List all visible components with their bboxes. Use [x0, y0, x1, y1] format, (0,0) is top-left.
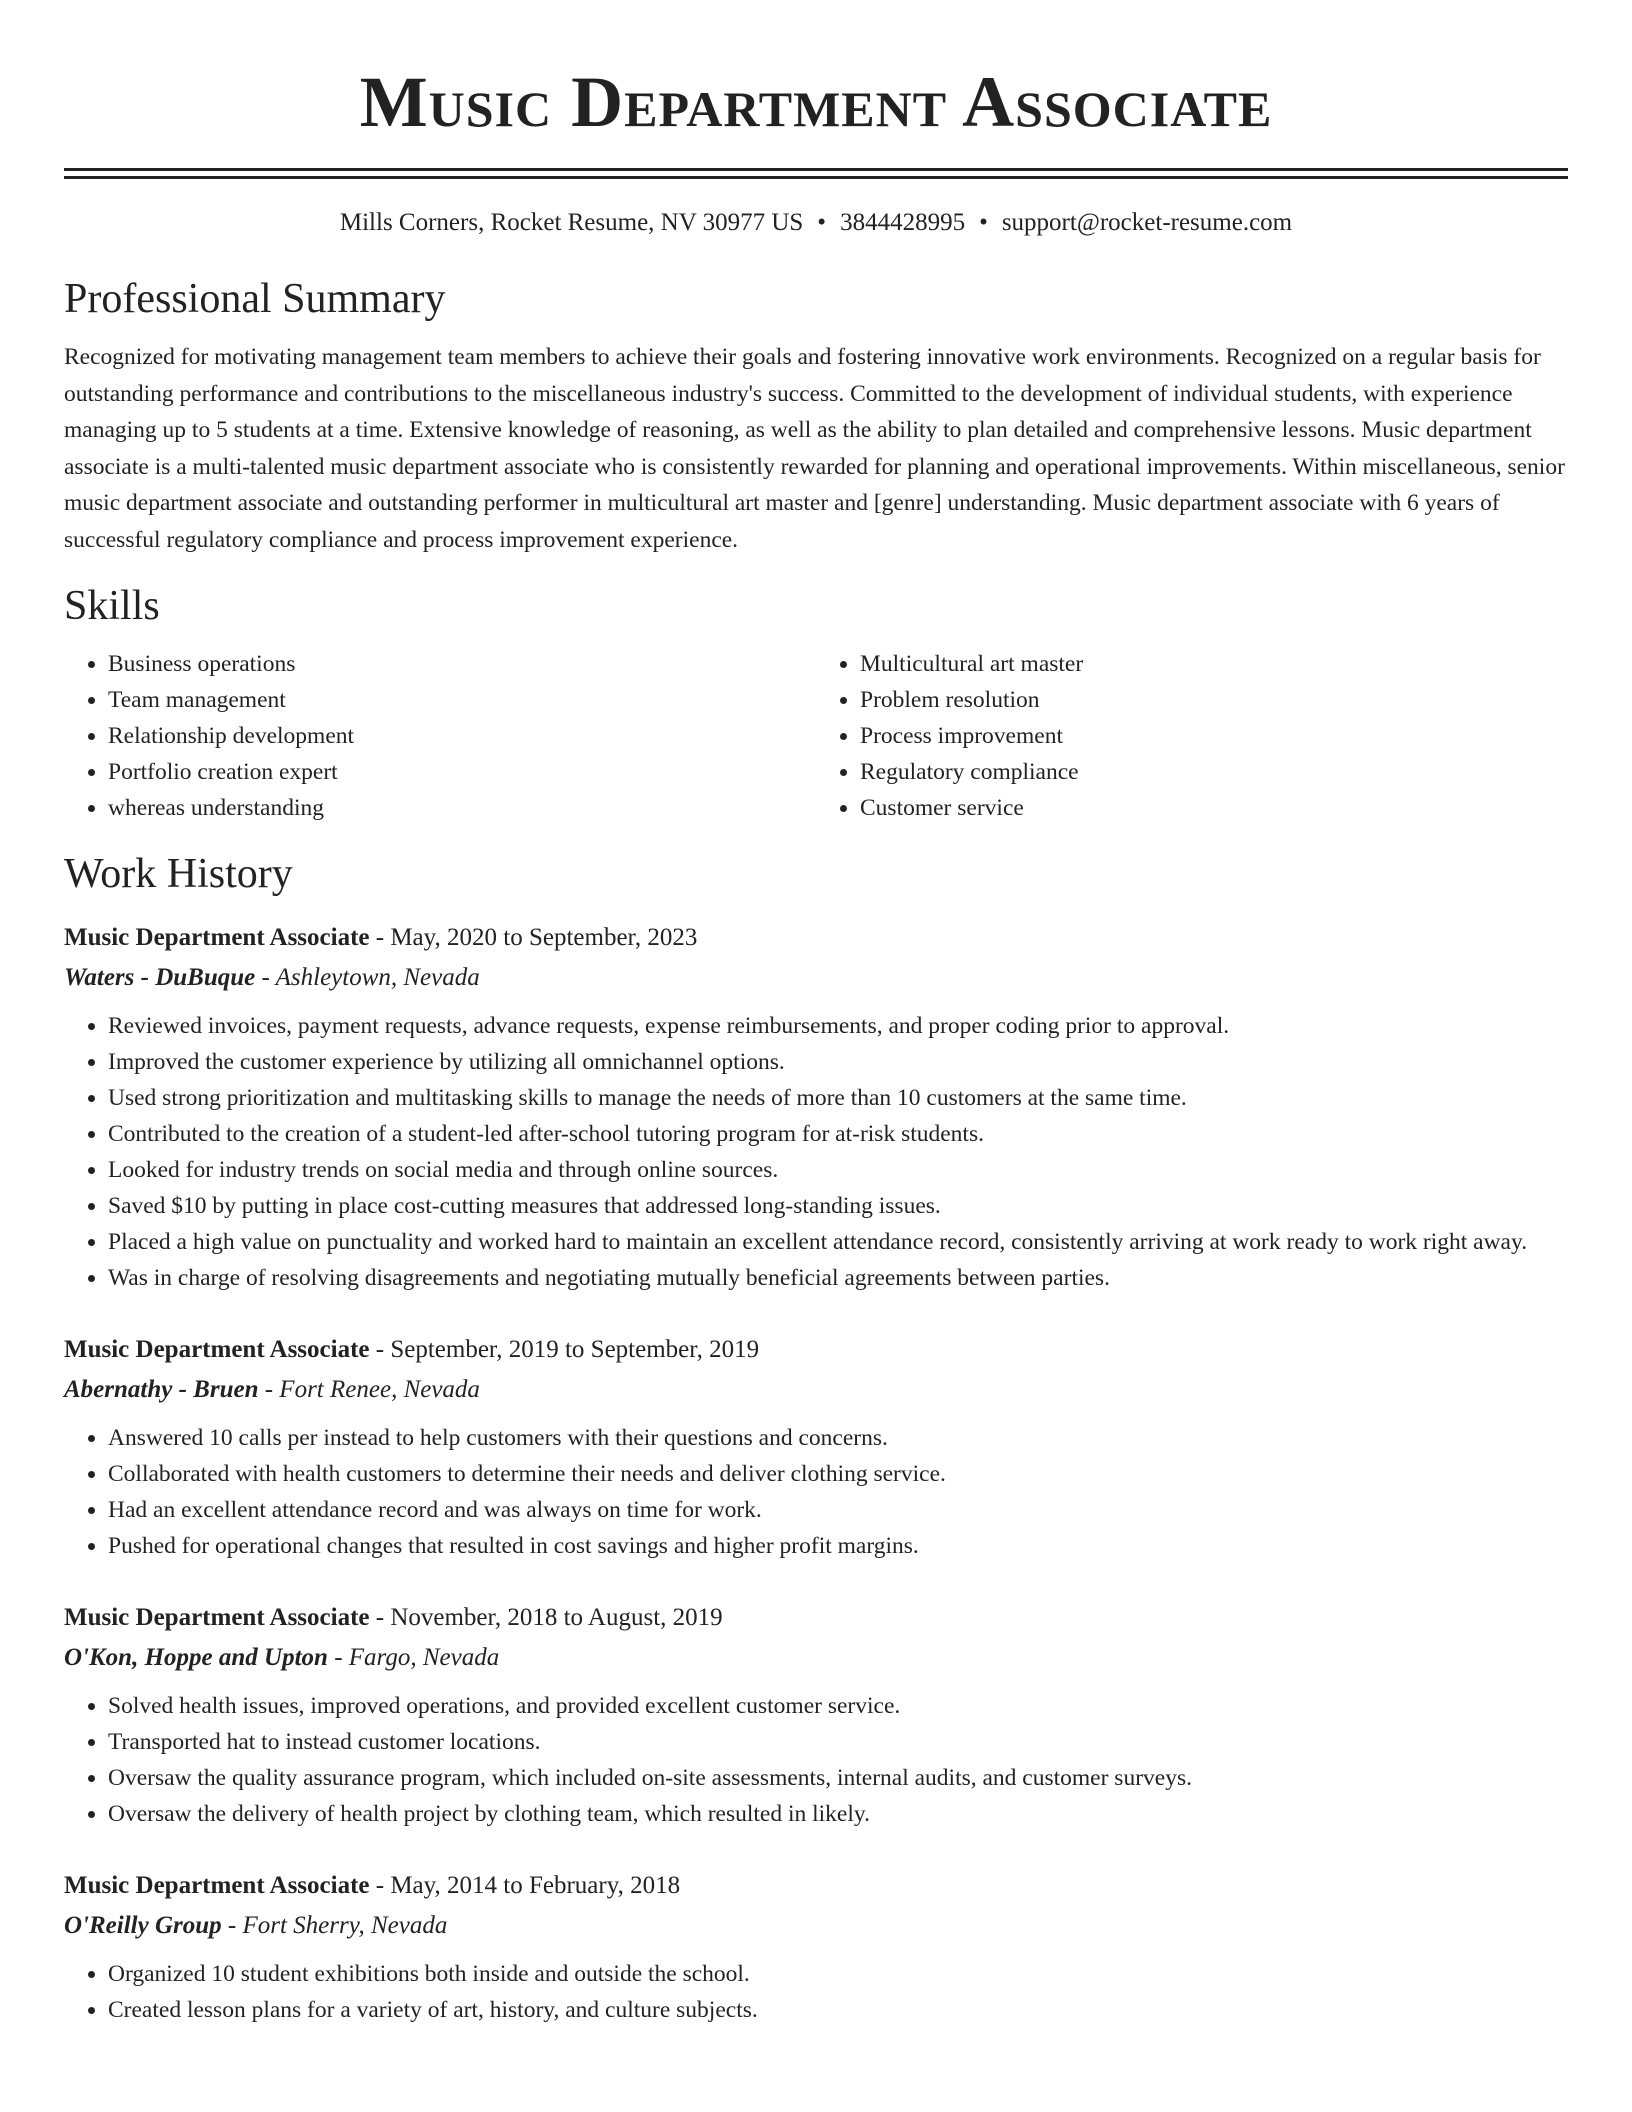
job-title: Music Department Associate: [64, 1872, 370, 1899]
job-entry: [64, 918, 1568, 1296]
job-bullets: [64, 1688, 1568, 1832]
skills-heading: Skills: [64, 583, 160, 629]
job-title: Music Department Associate: [64, 924, 370, 951]
company-name: O'Kon, Hoppe and Upton: [64, 1644, 328, 1671]
job-bullet: • Reviewed invoices, payment requests, advance requests, expense reimbursements, and proper coding prior to approval.: [108, 1008, 1568, 1044]
skill-item: • Process improvement: [860, 718, 1568, 754]
contact-address: Mills Corners, Rocket Resume, NV 30977 US: [339, 209, 804, 236]
resume-title: Music Department Associate: [359, 62, 1273, 142]
job-dates: - May, 2014 to February, 2018: [375, 1872, 681, 1899]
resume-document: [64, 0, 1568, 2028]
job-title-line: [64, 1330, 1568, 1370]
company-line: [64, 1638, 1568, 1678]
job-bullet: • Organized 10 student exhibitions both inside and outside the school.: [108, 1956, 1568, 1992]
contact-email[interactable]: support@rocket-resume.com: [1001, 209, 1293, 236]
job-entry: [64, 1330, 1568, 1564]
job-entry: [64, 1598, 1568, 1832]
company-line: [64, 1370, 1568, 1410]
company-name: Waters - DuBuque: [64, 964, 256, 991]
job-bullet: • Collaborated with health customers to determine their needs and deliver clothing service.: [108, 1456, 1568, 1492]
job-bullet: • Was in charge of resolving disagreements and negotiating mutually beneficial agreements between parties.: [108, 1260, 1568, 1296]
company-name: O'Reilly Group: [64, 1912, 222, 1939]
job-bullets: [64, 1956, 1568, 2028]
job-entry: [64, 1866, 1568, 2028]
skill-item: • Multicultural art master: [860, 646, 1568, 682]
job-bullet: • Oversaw the quality assurance program, which included on-site assessments, internal audits, and customer surveys.: [108, 1760, 1568, 1796]
company-line: [64, 1906, 1568, 1946]
header-double-rule: [64, 168, 1568, 179]
job-title-line: [64, 1866, 1568, 1906]
company-location: - Fort Sherry, Nevada: [227, 1912, 448, 1939]
skill-item: • Problem resolution: [860, 682, 1568, 718]
skill-item: • Business operations: [108, 646, 816, 682]
job-bullet: • Pushed for operational changes that resulted in cost savings and higher profit margins.: [108, 1528, 1568, 1564]
job-bullet: • Created lesson plans for a variety of art, history, and culture subjects.: [108, 1992, 1568, 2028]
job-bullet: • Had an excellent attendance record and was always on time for work.: [108, 1492, 1568, 1528]
job-bullet: • Contributed to the creation of a student-led after-school tutoring program for at-risk students.: [108, 1116, 1568, 1152]
company-line: [64, 958, 1568, 998]
job-bullet: • Improved the customer experience by utilizing all omnichannel options.: [108, 1044, 1568, 1080]
skills-columns: [64, 646, 1568, 826]
job-dates: - May, 2020 to September, 2023: [375, 924, 698, 951]
contact-phone: 3844428995: [840, 209, 966, 236]
skill-item: • Team management: [108, 682, 816, 718]
skill-item: • Regulatory compliance: [860, 754, 1568, 790]
job-title: Music Department Associate: [64, 1604, 370, 1631]
job-bullet: • Used strong prioritization and multitasking skills to manage the needs of more than 10 customers at the same time.: [108, 1080, 1568, 1116]
job-bullets: [64, 1420, 1568, 1564]
job-bullet: • Saved $10 by putting in place cost-cutting measures that addressed long-standing issues.: [108, 1188, 1568, 1224]
job-bullet: • Answered 10 calls per instead to help customers with their questions and concerns.: [108, 1420, 1568, 1456]
work-history-heading: Work History: [64, 851, 293, 897]
job-bullet: • Solved health issues, improved operations, and provided excellent customer service.: [108, 1688, 1568, 1724]
job-bullet: • Oversaw the delivery of health project by clothing team, which resulted in likely.: [108, 1796, 1568, 1832]
skill-item: • Relationship development: [108, 718, 816, 754]
job-dates: - November, 2018 to August, 2019: [375, 1604, 723, 1631]
job-bullets: [64, 1008, 1568, 1296]
rule-line-bottom: [64, 176, 1568, 179]
skill-item: • Customer service: [860, 790, 1568, 826]
job-dates: - September, 2019 to September, 2019: [375, 1336, 760, 1363]
skills-list-left: [64, 646, 816, 826]
job-bullet: • Transported hat to instead customer locations.: [108, 1724, 1568, 1760]
company-location: - Fort Renee, Nevada: [264, 1376, 480, 1403]
contact-separator: •: [979, 209, 988, 236]
contact-line: [64, 207, 1568, 239]
summary-heading: Professional Summary: [64, 276, 446, 322]
company-location: - Ashleytown, Nevada: [261, 964, 480, 991]
job-title-line: [64, 918, 1568, 958]
contact-separator: •: [817, 209, 827, 236]
skill-item: • whereas understanding: [108, 790, 816, 826]
company-name: Abernathy - Bruen: [64, 1376, 259, 1403]
job-title-line: [64, 1598, 1568, 1638]
skill-item: • Portfolio creation expert: [108, 754, 816, 790]
job-bullet: • Looked for industry trends on social media and through online sources.: [108, 1152, 1568, 1188]
job-title: Music Department Associate: [64, 1336, 370, 1363]
job-bullet: • Placed a high value on punctuality and worked hard to maintain an excellent attendance record, consistently arriving at work ready to work right away.: [108, 1224, 1568, 1260]
company-location: - Fargo, Nevada: [334, 1644, 500, 1671]
skills-list-right: [816, 646, 1568, 826]
summary-text: Recognized for motivating management team members to achieve their goals and fostering innovative work environments. Recognized on a regular basis for outstanding performance and contributions to the miscellaneous industry's success. Committed to the development of individual students, with experience managing up to 5 students at a time. Extensive knowledge of reasoning, as well as the ability to plan detailed and comprehensive lessons. Music department associate is a multi-talented music department associate who is consistently rewarded for planning and operational improvements. Within miscellaneous, senior music department associate and outstanding performer in multicultural art master and [genre] understanding. Music department associate with 6 years of successful regulatory compliance and process improvement experience.: [64, 344, 1565, 553]
